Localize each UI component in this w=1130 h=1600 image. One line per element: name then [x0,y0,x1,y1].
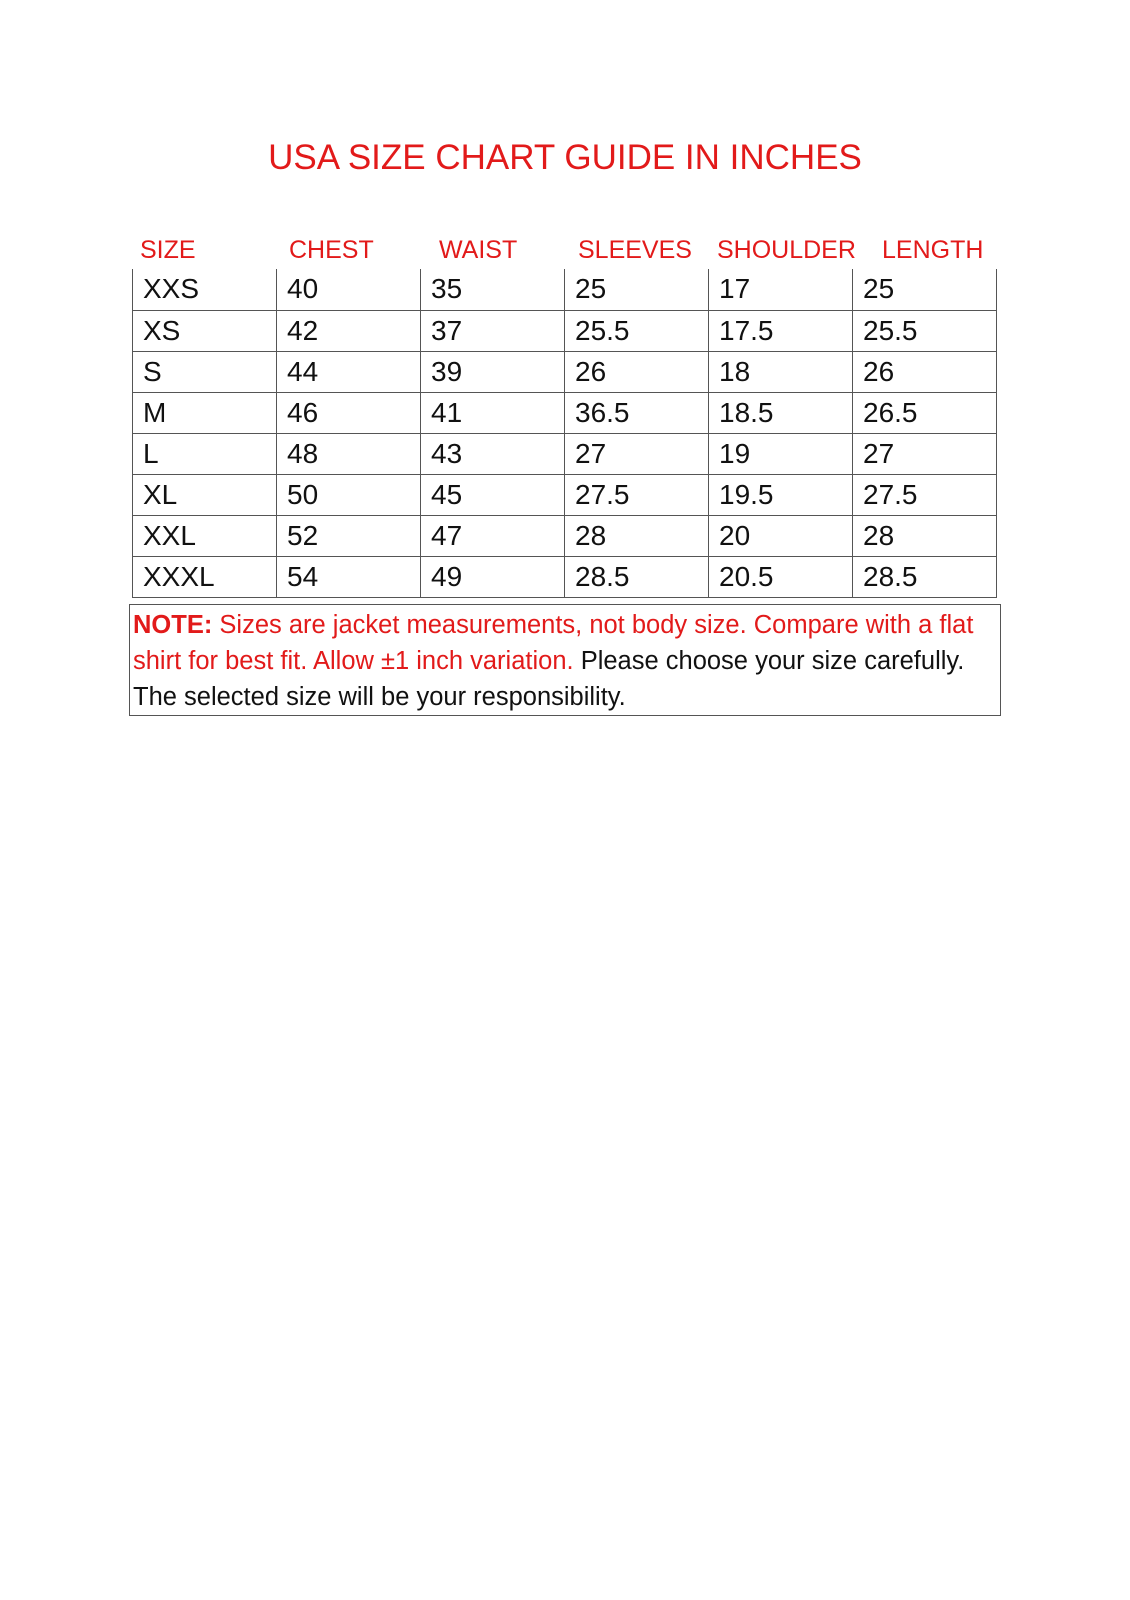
table-cell-length: 26 [853,351,997,392]
table-cell-length: 26.5 [853,392,997,433]
table-row [133,515,997,556]
note-label: NOTE: [133,611,213,639]
table-row [133,310,997,351]
table-row [133,433,997,474]
column-header-size: SIZE [140,236,196,264]
table-cell-chest: 40 [277,269,421,310]
table-cell-chest: 50 [277,474,421,515]
table-cell-size: XL [133,474,277,515]
table-cell-shoulder: 19 [709,433,853,474]
table-cell-chest: 44 [277,351,421,392]
page-title: USA SIZE CHART GUIDE IN INCHES [268,138,862,177]
table-cell-shoulder: 19.5 [709,474,853,515]
table-cell-chest: 54 [277,556,421,597]
table-cell-chest: 52 [277,515,421,556]
size-table [132,269,997,598]
table-cell-size: XXXL [133,556,277,597]
note-highlight: Sizes are jacket measurements, not body size. Compare with a flat shirt for best fit. Allow ±1 inch variation. [133,611,974,675]
table-cell-waist: 37 [421,310,565,351]
table-row [133,269,997,310]
table-cell-shoulder: 20.5 [709,556,853,597]
table-cell-sleeves: 25 [565,269,709,310]
table-cell-length: 28 [853,515,997,556]
note-box [129,604,1001,716]
table-cell-size: XS [133,310,277,351]
table-cell-length: 27.5 [853,474,997,515]
table-cell-waist: 41 [421,392,565,433]
table-cell-waist: 39 [421,351,565,392]
table-cell-size: XXS [133,269,277,310]
table-cell-waist: 35 [421,269,565,310]
table-cell-sleeves: 26 [565,351,709,392]
table-row [133,351,997,392]
table-cell-waist: 49 [421,556,565,597]
table-cell-sleeves: 36.5 [565,392,709,433]
table-cell-length: 28.5 [853,556,997,597]
table-cell-waist: 43 [421,433,565,474]
table-cell-shoulder: 17.5 [709,310,853,351]
table-cell-shoulder: 18 [709,351,853,392]
table-cell-waist: 47 [421,515,565,556]
column-headers [0,236,1130,268]
table-cell-chest: 48 [277,433,421,474]
table-row [133,392,997,433]
table-cell-size: S [133,351,277,392]
table-cell-chest: 46 [277,392,421,433]
column-header-length: LENGTH [882,236,984,264]
table-cell-size: L [133,433,277,474]
table-cell-chest: 42 [277,310,421,351]
column-header-chest: CHEST [289,236,374,264]
column-header-shoulder: SHOULDER [717,236,856,264]
table-cell-size: M [133,392,277,433]
table-row [133,474,997,515]
table-cell-shoulder: 17 [709,269,853,310]
table-cell-sleeves: 28.5 [565,556,709,597]
table-cell-shoulder: 18.5 [709,392,853,433]
column-header-sleeves: SLEEVES [578,236,692,264]
table-cell-waist: 45 [421,474,565,515]
table-row [133,556,997,597]
table-cell-length: 27 [853,433,997,474]
table-cell-shoulder: 20 [709,515,853,556]
table-cell-size: XXL [133,515,277,556]
table-cell-sleeves: 27.5 [565,474,709,515]
table-cell-sleeves: 25.5 [565,310,709,351]
column-header-waist: WAIST [439,236,518,264]
table-cell-length: 25.5 [853,310,997,351]
table-cell-sleeves: 28 [565,515,709,556]
table-cell-sleeves: 27 [565,433,709,474]
table-cell-length: 25 [853,269,997,310]
note-text: Please choose your size carefully. The selected size will be your responsibility. [133,647,965,711]
